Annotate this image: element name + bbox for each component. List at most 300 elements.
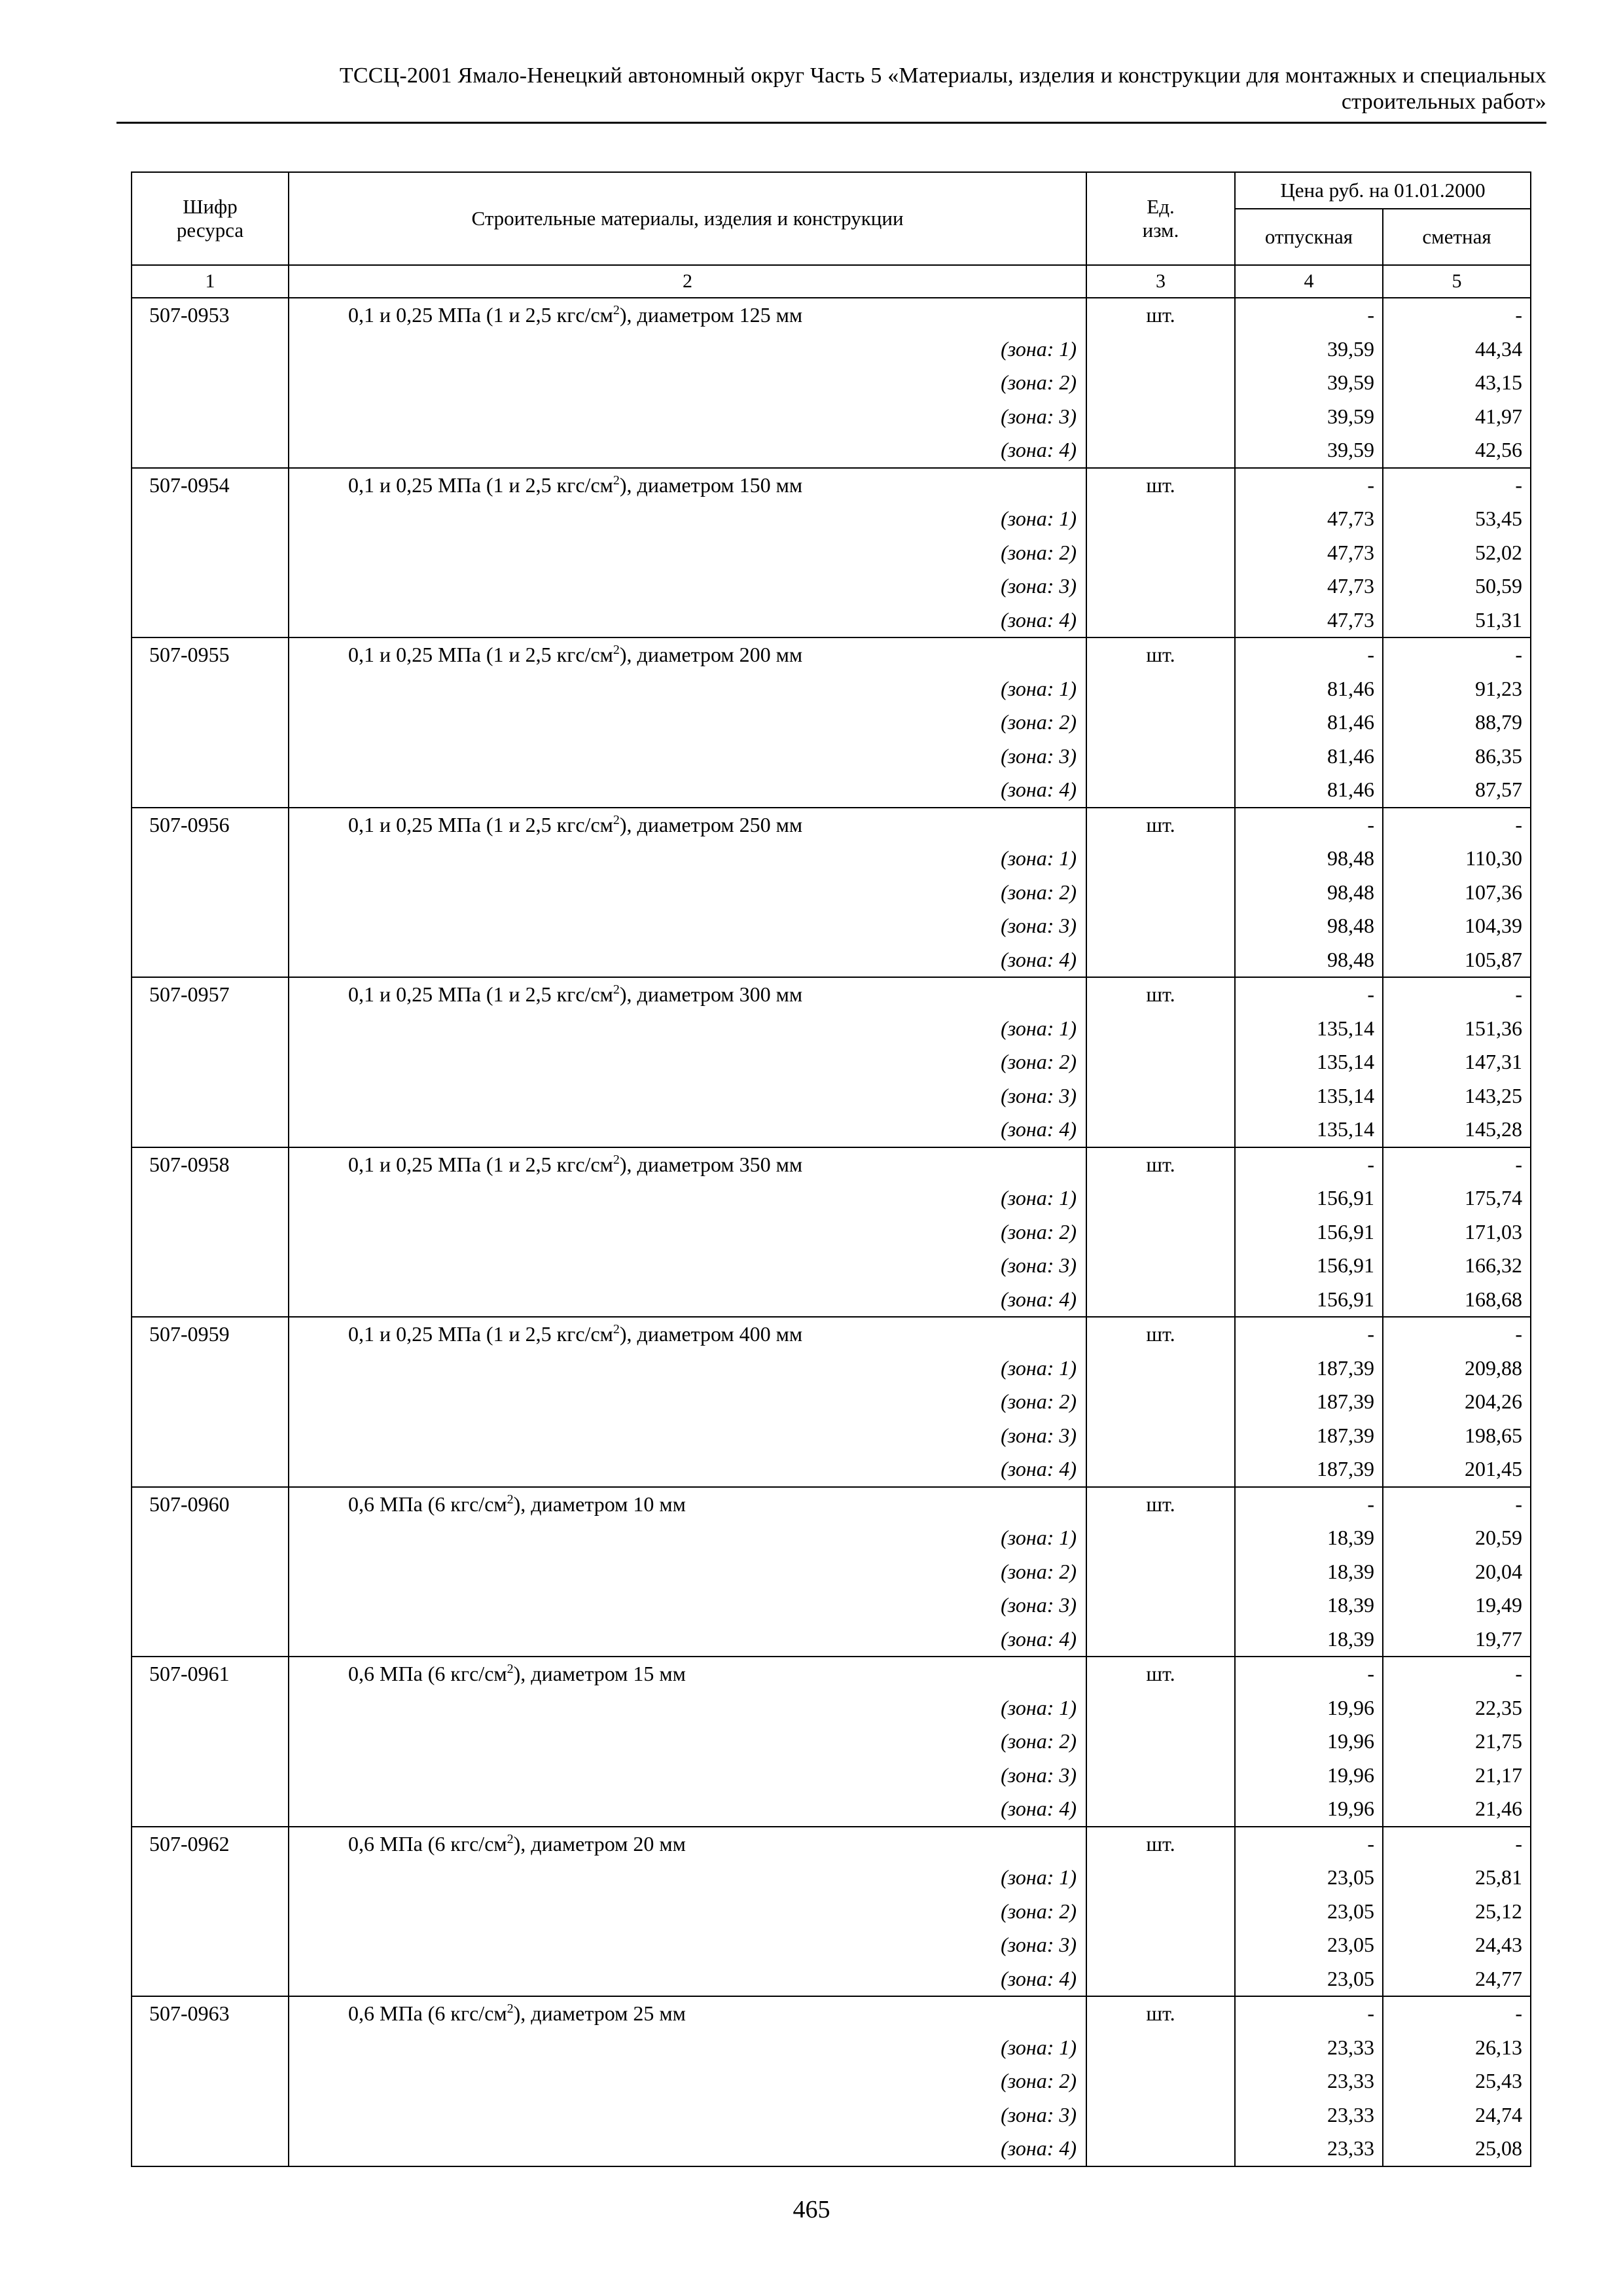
empty-cell bbox=[1086, 2031, 1235, 2065]
zone-label: (зона: 4) bbox=[289, 1283, 1086, 1318]
zone-label: (зона: 4) bbox=[289, 1792, 1086, 1827]
empty-cell bbox=[132, 706, 289, 740]
empty-cell bbox=[132, 1623, 289, 1657]
empty-cell bbox=[132, 773, 289, 808]
zone-estimate-price: 44,34 bbox=[1383, 332, 1531, 367]
empty-cell bbox=[132, 1861, 289, 1895]
empty-cell bbox=[1086, 1385, 1235, 1419]
zone-label: (зона: 1) bbox=[289, 1691, 1086, 1725]
zone-label: (зона: 4) bbox=[289, 943, 1086, 978]
column-number-3: 3 bbox=[1086, 265, 1235, 298]
resource-name-text: 0,1 и 0,25 МПа (1 и 2,5 кгс/см bbox=[348, 982, 613, 1006]
zone-estimate-price: 53,45 bbox=[1383, 502, 1531, 536]
zone-label: (зона: 3) bbox=[289, 740, 1086, 774]
resource-name bbox=[289, 1317, 1086, 1352]
empty-cell bbox=[132, 1352, 289, 1386]
empty-cell bbox=[1086, 1181, 1235, 1215]
header-name: Строительные материалы, изделия и конструкции bbox=[289, 172, 1086, 265]
resource-group bbox=[132, 977, 1531, 1147]
zone-label: (зона: 1) bbox=[289, 2031, 1086, 2065]
zone-label: (зона: 2) bbox=[289, 366, 1086, 400]
empty-cell bbox=[132, 2064, 289, 2098]
zone-label: (зона: 2) bbox=[289, 1555, 1086, 1589]
zone-label: (зона: 1) bbox=[289, 672, 1086, 706]
unit-exponent: 2 bbox=[507, 1831, 514, 1846]
zone-estimate-price: 26,13 bbox=[1383, 2031, 1531, 2065]
empty-cell bbox=[132, 1079, 289, 1113]
empty-cell bbox=[132, 433, 289, 468]
resource-code: 507-0954 bbox=[132, 468, 289, 503]
unit-of-measure: шт. bbox=[1086, 1996, 1235, 2031]
empty-cell bbox=[132, 1385, 289, 1419]
empty-cell bbox=[132, 1012, 289, 1046]
zone-estimate-price: 104,39 bbox=[1383, 909, 1531, 943]
empty-cell bbox=[132, 366, 289, 400]
zone-release-price: 135,14 bbox=[1235, 1079, 1383, 1113]
empty-cell bbox=[132, 1215, 289, 1249]
resource-name-text: 0,1 и 0,25 МПа (1 и 2,5 кгс/см bbox=[348, 643, 613, 666]
empty-cell bbox=[1086, 1283, 1235, 1318]
empty-cell bbox=[132, 1725, 289, 1759]
empty-cell bbox=[132, 603, 289, 638]
table-row bbox=[132, 298, 1531, 332]
release-price: - bbox=[1235, 1657, 1383, 1691]
zone-release-price: 23,33 bbox=[1235, 2031, 1383, 2065]
zone-label: (зона: 2) bbox=[289, 1385, 1086, 1419]
zone-release-price: 81,46 bbox=[1235, 740, 1383, 774]
zone-estimate-price: 22,35 bbox=[1383, 1691, 1531, 1725]
release-price: - bbox=[1235, 298, 1383, 332]
resource-name-suffix: ), диаметром 250 мм bbox=[619, 812, 803, 836]
header-code-label: Шифр ресурса bbox=[176, 195, 244, 242]
resource-group bbox=[132, 637, 1531, 808]
empty-cell bbox=[132, 1759, 289, 1793]
zone-row bbox=[132, 1555, 1531, 1589]
zone-estimate-price: 25,12 bbox=[1383, 1895, 1531, 1929]
resource-group bbox=[132, 1657, 1531, 1827]
zone-release-price: 23,05 bbox=[1235, 1861, 1383, 1895]
zone-estimate-price: 25,08 bbox=[1383, 2132, 1531, 2166]
unit-exponent: 2 bbox=[613, 643, 620, 657]
empty-cell bbox=[132, 400, 289, 434]
zone-estimate-price: 91,23 bbox=[1383, 672, 1531, 706]
resource-code: 507-0960 bbox=[132, 1487, 289, 1522]
zone-release-price: 18,39 bbox=[1235, 1588, 1383, 1623]
zone-release-price: 23,33 bbox=[1235, 2098, 1383, 2132]
resource-name-text: 0,6 МПа (6 кгс/см bbox=[348, 1492, 507, 1516]
release-price: - bbox=[1235, 1317, 1383, 1352]
unit-exponent: 2 bbox=[613, 982, 620, 997]
estimate-price: - bbox=[1383, 298, 1531, 332]
estimate-price: - bbox=[1383, 1827, 1531, 1861]
zone-release-price: 47,73 bbox=[1235, 502, 1383, 536]
release-price: - bbox=[1235, 1996, 1383, 2031]
empty-cell bbox=[132, 943, 289, 978]
resource-name-text: 0,6 МПа (6 кгс/см bbox=[348, 1831, 507, 1856]
zone-release-price: 81,46 bbox=[1235, 672, 1383, 706]
resource-group bbox=[132, 468, 1531, 638]
zone-label: (зона: 4) bbox=[289, 1113, 1086, 1147]
zone-label: (зона: 1) bbox=[289, 1012, 1086, 1046]
zone-estimate-price: 52,02 bbox=[1383, 536, 1531, 570]
zone-row bbox=[132, 1452, 1531, 1487]
empty-cell bbox=[1086, 909, 1235, 943]
empty-cell bbox=[1086, 1792, 1235, 1827]
zone-release-price: 19,96 bbox=[1235, 1759, 1383, 1793]
zone-estimate-price: 168,68 bbox=[1383, 1283, 1531, 1318]
zone-estimate-price: 86,35 bbox=[1383, 740, 1531, 774]
zone-estimate-price: 25,81 bbox=[1383, 1861, 1531, 1895]
zone-release-price: 18,39 bbox=[1235, 1555, 1383, 1589]
zone-estimate-price: 143,25 bbox=[1383, 1079, 1531, 1113]
empty-cell bbox=[132, 876, 289, 910]
empty-cell bbox=[1086, 773, 1235, 808]
unit-exponent: 2 bbox=[507, 1492, 514, 1507]
resource-code: 507-0961 bbox=[132, 1657, 289, 1691]
zone-estimate-price: 42,56 bbox=[1383, 433, 1531, 468]
empty-cell bbox=[1086, 740, 1235, 774]
resource-name bbox=[289, 1657, 1086, 1691]
zone-row bbox=[132, 842, 1531, 876]
empty-cell bbox=[1086, 2064, 1235, 2098]
zone-release-price: 98,48 bbox=[1235, 876, 1383, 910]
header-unit bbox=[1086, 172, 1235, 265]
unit-of-measure: шт. bbox=[1086, 977, 1235, 1012]
zone-row bbox=[132, 1419, 1531, 1453]
zone-row bbox=[132, 1962, 1531, 1997]
zone-estimate-price: 24,77 bbox=[1383, 1962, 1531, 1997]
zone-label: (зона: 3) bbox=[289, 2098, 1086, 2132]
unit-of-measure: шт. bbox=[1086, 1147, 1235, 1182]
empty-cell bbox=[1086, 433, 1235, 468]
unit-of-measure: шт. bbox=[1086, 1657, 1235, 1691]
empty-cell bbox=[132, 1181, 289, 1215]
zone-release-price: 23,05 bbox=[1235, 1962, 1383, 1997]
empty-cell bbox=[1086, 2132, 1235, 2166]
zone-release-price: 135,14 bbox=[1235, 1012, 1383, 1046]
zone-release-price: 98,48 bbox=[1235, 842, 1383, 876]
zone-release-price: 187,39 bbox=[1235, 1352, 1383, 1386]
zone-release-price: 23,33 bbox=[1235, 2064, 1383, 2098]
zone-row bbox=[132, 1249, 1531, 1283]
price-table-container bbox=[131, 171, 1530, 2167]
empty-cell bbox=[132, 1283, 289, 1318]
resource-group bbox=[132, 1996, 1531, 2166]
resource-group bbox=[132, 1147, 1531, 1318]
table-row bbox=[132, 637, 1531, 672]
empty-cell bbox=[132, 740, 289, 774]
empty-cell bbox=[132, 1521, 289, 1555]
empty-cell bbox=[1086, 603, 1235, 638]
empty-cell bbox=[1086, 400, 1235, 434]
zone-row bbox=[132, 1352, 1531, 1386]
empty-cell bbox=[132, 1249, 289, 1283]
resource-group bbox=[132, 1317, 1531, 1487]
zone-release-price: 135,14 bbox=[1235, 1045, 1383, 1079]
zone-label: (зона: 4) bbox=[289, 433, 1086, 468]
estimate-price: - bbox=[1383, 1487, 1531, 1522]
zone-estimate-price: 50,59 bbox=[1383, 569, 1531, 603]
table-row bbox=[132, 1996, 1531, 2031]
zone-estimate-price: 175,74 bbox=[1383, 1181, 1531, 1215]
zone-row bbox=[132, 1792, 1531, 1827]
zone-label: (зона: 2) bbox=[289, 706, 1086, 740]
empty-cell bbox=[1086, 876, 1235, 910]
zone-release-price: 23,05 bbox=[1235, 1895, 1383, 1929]
zone-estimate-price: 110,30 bbox=[1383, 842, 1531, 876]
zone-row bbox=[132, 672, 1531, 706]
empty-cell bbox=[132, 2098, 289, 2132]
resource-name-suffix: ), диаметром 200 мм bbox=[619, 643, 803, 666]
resource-name-suffix: ), диаметром 25 мм bbox=[513, 2001, 686, 2025]
estimate-price: - bbox=[1383, 468, 1531, 503]
header-release: отпускная bbox=[1235, 209, 1383, 265]
empty-cell bbox=[1086, 1725, 1235, 1759]
zone-row bbox=[132, 2031, 1531, 2065]
zone-estimate-price: 19,49 bbox=[1383, 1588, 1531, 1623]
empty-cell bbox=[1086, 2098, 1235, 2132]
zone-row bbox=[132, 1759, 1531, 1793]
table-row bbox=[132, 1657, 1531, 1691]
zone-row bbox=[132, 1521, 1531, 1555]
estimate-price: - bbox=[1383, 1317, 1531, 1352]
zone-label: (зона: 3) bbox=[289, 400, 1086, 434]
zone-label: (зона: 1) bbox=[289, 1352, 1086, 1386]
empty-cell bbox=[1086, 502, 1235, 536]
zone-estimate-price: 198,65 bbox=[1383, 1419, 1531, 1453]
zone-release-price: 47,73 bbox=[1235, 536, 1383, 570]
zone-estimate-price: 51,31 bbox=[1383, 603, 1531, 638]
zone-row bbox=[132, 1588, 1531, 1623]
empty-cell bbox=[132, 672, 289, 706]
zone-release-price: 39,59 bbox=[1235, 433, 1383, 468]
zone-estimate-price: 171,03 bbox=[1383, 1215, 1531, 1249]
zone-label: (зона: 1) bbox=[289, 502, 1086, 536]
zone-label: (зона: 3) bbox=[289, 1419, 1086, 1453]
zone-estimate-price: 204,26 bbox=[1383, 1385, 1531, 1419]
unit-exponent: 2 bbox=[507, 2001, 514, 2016]
price-table bbox=[131, 171, 1531, 2167]
zone-row bbox=[132, 433, 1531, 468]
table-row bbox=[132, 1827, 1531, 1861]
zone-row bbox=[132, 536, 1531, 570]
unit-of-measure: шт. bbox=[1086, 1487, 1235, 1522]
zone-row bbox=[132, 569, 1531, 603]
empty-cell bbox=[1086, 1962, 1235, 1997]
header-price: Цена руб. на 01.01.2000 bbox=[1235, 172, 1531, 209]
zone-label: (зона: 3) bbox=[289, 909, 1086, 943]
zone-estimate-price: 87,57 bbox=[1383, 773, 1531, 808]
unit-exponent: 2 bbox=[613, 812, 620, 827]
estimate-price: - bbox=[1383, 1996, 1531, 2031]
zone-label: (зона: 3) bbox=[289, 569, 1086, 603]
zone-estimate-price: 21,75 bbox=[1383, 1725, 1531, 1759]
zone-row bbox=[132, 1113, 1531, 1147]
resource-name bbox=[289, 1827, 1086, 1861]
zone-release-price: 156,91 bbox=[1235, 1249, 1383, 1283]
zone-label: (зона: 3) bbox=[289, 1588, 1086, 1623]
zone-release-price: 23,33 bbox=[1235, 2132, 1383, 2166]
release-price: - bbox=[1235, 1487, 1383, 1522]
zone-row bbox=[132, 876, 1531, 910]
zone-row bbox=[132, 502, 1531, 536]
zone-release-price: 98,48 bbox=[1235, 909, 1383, 943]
zone-estimate-price: 88,79 bbox=[1383, 706, 1531, 740]
zone-label: (зона: 2) bbox=[289, 1725, 1086, 1759]
empty-cell bbox=[1086, 1588, 1235, 1623]
zone-release-price: 81,46 bbox=[1235, 706, 1383, 740]
zone-row bbox=[132, 1012, 1531, 1046]
unit-of-measure: шт. bbox=[1086, 1317, 1235, 1352]
zone-row bbox=[132, 1215, 1531, 1249]
resource-code: 507-0963 bbox=[132, 1996, 289, 2031]
zone-row bbox=[132, 1895, 1531, 1929]
zone-label: (зона: 4) bbox=[289, 1623, 1086, 1657]
header-code bbox=[132, 172, 289, 265]
empty-cell bbox=[1086, 1759, 1235, 1793]
release-price: - bbox=[1235, 808, 1383, 842]
zone-estimate-price: 19,77 bbox=[1383, 1623, 1531, 1657]
header-estimate: сметная bbox=[1383, 209, 1531, 265]
zone-estimate-price: 20,04 bbox=[1383, 1555, 1531, 1589]
resource-name-text: 0,6 МПа (6 кгс/см bbox=[348, 2001, 507, 2025]
empty-cell bbox=[1086, 1113, 1235, 1147]
empty-cell bbox=[1086, 1928, 1235, 1962]
resource-name-suffix: ), диаметром 150 мм bbox=[619, 473, 803, 497]
resource-code: 507-0959 bbox=[132, 1317, 289, 1352]
zone-label: (зона: 1) bbox=[289, 1181, 1086, 1215]
zone-row bbox=[132, 332, 1531, 367]
empty-cell bbox=[132, 1452, 289, 1487]
resource-name-text: 0,6 МПа (6 кгс/см bbox=[348, 1662, 507, 1685]
resource-name-suffix: ), диаметром 15 мм bbox=[513, 1662, 686, 1685]
table-header bbox=[132, 172, 1531, 298]
resource-name-text: 0,1 и 0,25 МПа (1 и 2,5 кгс/см bbox=[348, 812, 613, 836]
zone-release-price: 19,96 bbox=[1235, 1725, 1383, 1759]
zone-release-price: 187,39 bbox=[1235, 1419, 1383, 1453]
zone-release-price: 19,96 bbox=[1235, 1792, 1383, 1827]
zone-label: (зона: 2) bbox=[289, 536, 1086, 570]
zone-estimate-price: 209,88 bbox=[1383, 1352, 1531, 1386]
empty-cell bbox=[132, 569, 289, 603]
empty-cell bbox=[132, 536, 289, 570]
empty-cell bbox=[1086, 569, 1235, 603]
empty-cell bbox=[132, 1588, 289, 1623]
unit-of-measure: шт. bbox=[1086, 298, 1235, 332]
empty-cell bbox=[132, 1113, 289, 1147]
zone-label: (зона: 3) bbox=[289, 1079, 1086, 1113]
zone-estimate-price: 25,43 bbox=[1383, 2064, 1531, 2098]
resource-group bbox=[132, 1827, 1531, 1997]
release-price: - bbox=[1235, 1827, 1383, 1861]
resource-name bbox=[289, 1487, 1086, 1522]
zone-release-price: 187,39 bbox=[1235, 1385, 1383, 1419]
estimate-price: - bbox=[1383, 1657, 1531, 1691]
empty-cell bbox=[132, 502, 289, 536]
empty-cell bbox=[1086, 1861, 1235, 1895]
resource-name bbox=[289, 808, 1086, 842]
empty-cell bbox=[1086, 536, 1235, 570]
header-line-2: строительных работ» bbox=[1341, 90, 1546, 114]
zone-release-price: 47,73 bbox=[1235, 569, 1383, 603]
zone-row bbox=[132, 1928, 1531, 1962]
empty-cell bbox=[1086, 1521, 1235, 1555]
empty-cell bbox=[132, 2132, 289, 2166]
empty-cell bbox=[1086, 1623, 1235, 1657]
resource-code: 507-0958 bbox=[132, 1147, 289, 1182]
zone-label: (зона: 1) bbox=[289, 1521, 1086, 1555]
estimate-price: - bbox=[1383, 637, 1531, 672]
page-header bbox=[116, 63, 1546, 124]
zone-row bbox=[132, 1045, 1531, 1079]
column-number-1: 1 bbox=[132, 265, 289, 298]
zone-label: (зона: 3) bbox=[289, 1249, 1086, 1283]
resource-group bbox=[132, 808, 1531, 978]
empty-cell bbox=[1086, 1079, 1235, 1113]
zone-label: (зона: 3) bbox=[289, 1928, 1086, 1962]
resource-name bbox=[289, 468, 1086, 503]
resource-code: 507-0953 bbox=[132, 298, 289, 332]
zone-estimate-price: 147,31 bbox=[1383, 1045, 1531, 1079]
table-row bbox=[132, 808, 1531, 842]
header-unit-label: Ед. изм. bbox=[1142, 195, 1179, 242]
resource-name-text: 0,1 и 0,25 МПа (1 и 2,5 кгс/см bbox=[348, 473, 613, 497]
resource-name-suffix: ), диаметром 300 мм bbox=[619, 982, 803, 1006]
zone-label: (зона: 4) bbox=[289, 2132, 1086, 2166]
zone-release-price: 19,96 bbox=[1235, 1691, 1383, 1725]
table-row bbox=[132, 977, 1531, 1012]
zone-release-price: 39,59 bbox=[1235, 400, 1383, 434]
zone-estimate-price: 105,87 bbox=[1383, 943, 1531, 978]
empty-cell bbox=[1086, 842, 1235, 876]
table-row bbox=[132, 468, 1531, 503]
resource-code: 507-0956 bbox=[132, 808, 289, 842]
empty-cell bbox=[1086, 1895, 1235, 1929]
empty-cell bbox=[1086, 943, 1235, 978]
zone-label: (зона: 1) bbox=[289, 1861, 1086, 1895]
zone-row bbox=[132, 1385, 1531, 1419]
empty-cell bbox=[132, 1895, 289, 1929]
zone-row bbox=[132, 2064, 1531, 2098]
empty-cell bbox=[132, 1419, 289, 1453]
column-number-5: 5 bbox=[1383, 265, 1531, 298]
zone-label: (зона: 4) bbox=[289, 603, 1086, 638]
unit-of-measure: шт. bbox=[1086, 808, 1235, 842]
zone-release-price: 187,39 bbox=[1235, 1452, 1383, 1487]
zone-label: (зона: 2) bbox=[289, 1895, 1086, 1929]
unit-of-measure: шт. bbox=[1086, 637, 1235, 672]
empty-cell bbox=[1086, 1691, 1235, 1725]
zone-estimate-price: 151,36 bbox=[1383, 1012, 1531, 1046]
resource-group bbox=[132, 298, 1531, 468]
zone-estimate-price: 41,97 bbox=[1383, 400, 1531, 434]
unit-exponent: 2 bbox=[613, 303, 620, 317]
resource-name-text: 0,1 и 0,25 МПа (1 и 2,5 кгс/см bbox=[348, 303, 613, 327]
resource-name bbox=[289, 977, 1086, 1012]
zone-row bbox=[132, 366, 1531, 400]
zone-estimate-price: 145,28 bbox=[1383, 1113, 1531, 1147]
zone-estimate-price: 107,36 bbox=[1383, 876, 1531, 910]
zone-row bbox=[132, 740, 1531, 774]
page-number: 465 bbox=[793, 2196, 830, 2223]
zone-release-price: 156,91 bbox=[1235, 1181, 1383, 1215]
zone-release-price: 47,73 bbox=[1235, 603, 1383, 638]
zone-release-price: 156,91 bbox=[1235, 1283, 1383, 1318]
zone-release-price: 156,91 bbox=[1235, 1215, 1383, 1249]
zone-row bbox=[132, 2132, 1531, 2166]
zone-estimate-price: 20,59 bbox=[1383, 1521, 1531, 1555]
zone-label: (зона: 1) bbox=[289, 842, 1086, 876]
